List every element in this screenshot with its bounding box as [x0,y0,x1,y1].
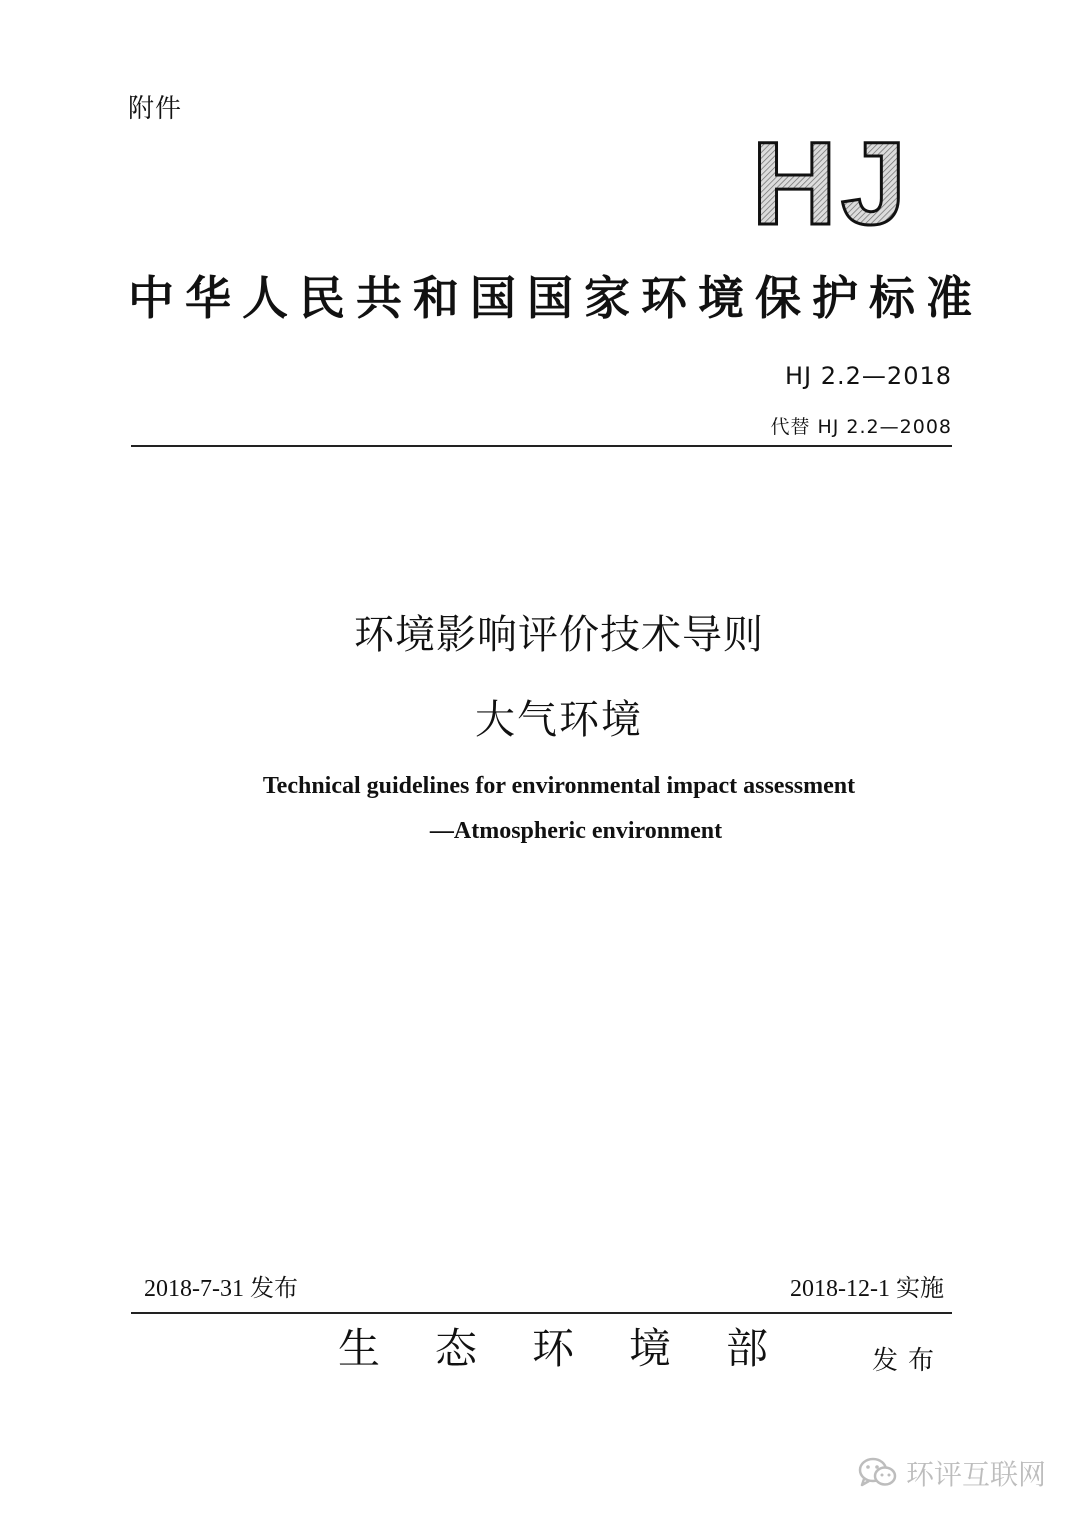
implementation-date: 2018-12-1 实施 [790,1276,944,1302]
standard-category-title: 中华人民共和国国家环境保护标准 [128,271,983,325]
hj-logo [736,132,926,232]
replaces-standard: 代替 HJ 2.2—2008 [770,416,952,438]
issuing-ministry: 生态环境部 [338,1324,824,1373]
watermark [858,1455,1046,1491]
attachment-label: 附件 [128,94,183,124]
bottom-divider [131,1312,952,1314]
chinese-title-line-1: 环境影响评价技术导则 [354,612,764,658]
english-title-line-1: Technical guidelines for environmental impact assessment [262,773,856,799]
wechat-icon [858,1456,898,1490]
watermark-text: 环评互联网 [906,1458,1047,1491]
chinese-title-line-2: 大气环境 [475,697,643,743]
issue-date: 2018-7-31 发布 [144,1276,298,1302]
publish-label: 发布 [872,1346,945,1376]
english-title-line-2: —Atmospheric environment [429,818,723,844]
top-divider [131,445,952,447]
standard-number: HJ 2.2—2018 [785,362,952,390]
hj-logo-text: HJ [751,132,911,232]
